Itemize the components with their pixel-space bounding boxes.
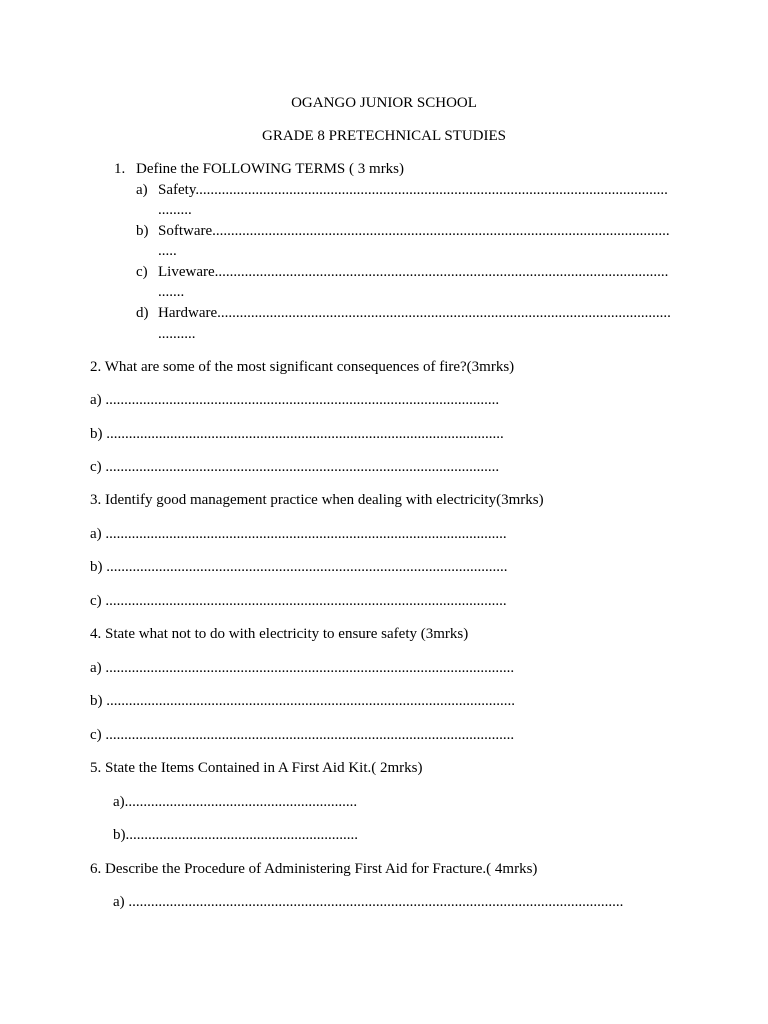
school-name: OGANGO JUNIOR SCHOOL <box>291 95 477 111</box>
q5-answer-b: b).............................................................. <box>113 827 358 843</box>
q1-item-c-continuation: ....... <box>158 284 185 300</box>
q4-answer-a: a) ............................................................................................................. <box>90 660 515 676</box>
q1-item-a-continuation: ......... <box>158 202 192 218</box>
q3-answer-a: a) ........................................................................................................... <box>90 526 507 542</box>
q1-item-c-label: c) <box>136 264 148 280</box>
question-4-text: 4. State what not to do with electricity to ensure safety (3mrks) <box>90 626 469 642</box>
question-2-text: 2. What are some of the most significant consequences of fire?(3mrks) <box>90 359 515 375</box>
q1-item-b-text: Software.......................................................................................................................... <box>158 223 670 239</box>
q1-item-b-continuation: ..... <box>158 243 177 259</box>
q1-item-a-text: Safety.............................................................................................................................. <box>158 182 668 198</box>
q1-item-d-text: Hardware......................................................................................................................... <box>158 305 671 321</box>
question-5-text: 5. State the Items Contained in A First Aid Kit.( 2mrks) <box>90 760 423 776</box>
q1-item-d-continuation: .......... <box>158 326 196 342</box>
question-6-text: 6. Describe the Procedure of Administering First Aid for Fracture.( 4mrks) <box>90 861 538 877</box>
q3-answer-c: c) ........................................................................................................... <box>90 593 507 609</box>
question-1-number: 1. <box>114 161 126 177</box>
question-1-text: Define the FOLLOWING TERMS ( 3 mrks) <box>136 161 405 177</box>
q1-item-c-text: Liveware......................................................................................................................... <box>158 264 669 280</box>
question-3-text: 3. Identify good management practice when dealing with electricity(3mrks) <box>90 492 544 508</box>
q1-item-b-label: b) <box>136 223 149 239</box>
q2-answer-c: c) ......................................................................................................... <box>90 459 500 475</box>
q5-answer-a: a).............................................................. <box>113 794 358 810</box>
q3-answer-b: b) ........................................................................................................... <box>90 559 508 575</box>
q4-answer-b: b) ............................................................................................................. <box>90 693 515 709</box>
q4-answer-c: c) ............................................................................................................. <box>90 727 515 743</box>
q6-answer-a: a) .................................................................................................................................... <box>113 894 624 910</box>
q2-answer-a: a) ......................................................................................................... <box>90 392 500 408</box>
q2-answer-b: b) .......................................................................................................... <box>90 426 504 442</box>
q1-item-a-label: a) <box>136 182 148 198</box>
exam-title: GRADE 8 PRETECHNICAL STUDIES <box>261 128 507 144</box>
q1-item-d-label: d) <box>136 305 149 321</box>
